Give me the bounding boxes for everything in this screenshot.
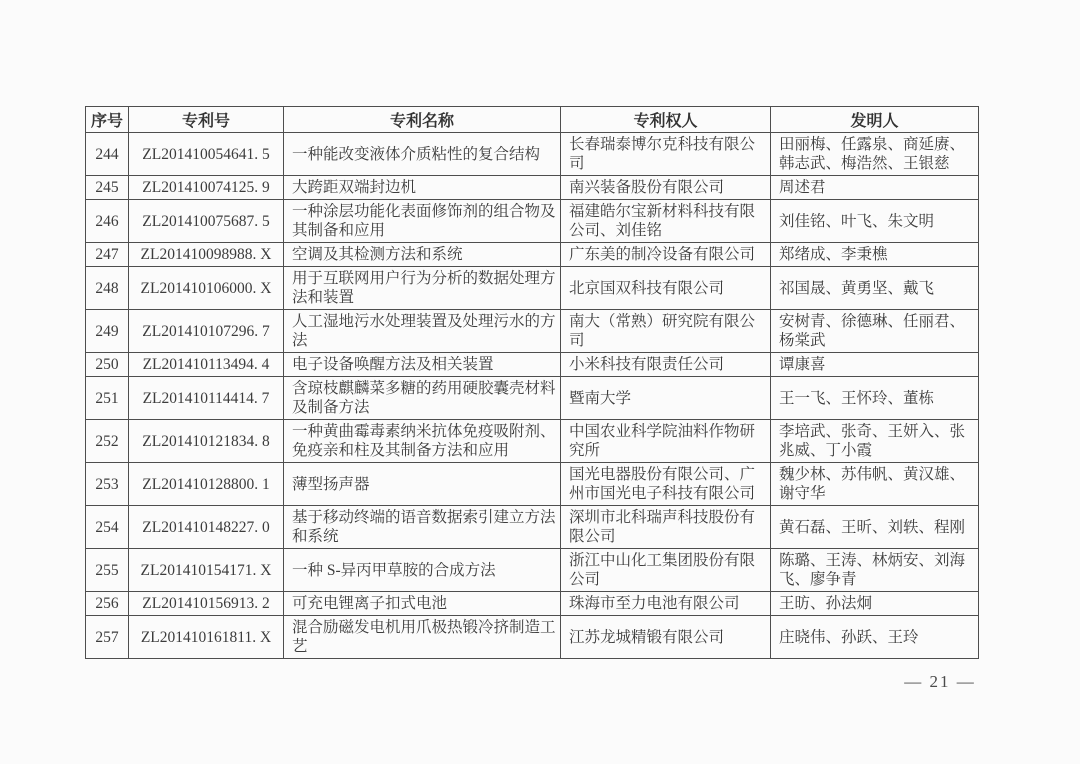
table-row [86,267,979,310]
cell-patent-name: 混合励磁发电机用爪极热锻冷挤制造工艺 [284,616,561,659]
page-number: — 21 — [904,672,976,691]
cell-inventors: 魏少林、苏伟帆、黄汉雄、谢守华 [771,463,979,506]
cell-patent-number: ZL201410075687. 5 [129,200,284,243]
table-row [86,133,979,176]
cell-assignee: 中国农业科学院油料作物研究所 [561,420,771,463]
table-row [86,549,979,592]
cell-assignee: 广东美的制冷设备有限公司 [561,243,771,267]
cell-patent-name: 含琼枝麒麟菜多糖的药用硬胶囊壳材料及制备方法 [284,377,561,420]
cell-patent-number: ZL201410156913. 2 [129,592,284,616]
cell-inventors: 周述君 [771,176,979,200]
cell-patent-number: ZL201410054641. 5 [129,133,284,176]
cell-assignee: 珠海市至力电池有限公司 [561,592,771,616]
cell-patent-name: 电子设备唤醒方法及相关装置 [284,353,561,377]
cell-inventors: 田丽梅、任露泉、商延赓、韩志武、梅浩然、王银慈 [771,133,979,176]
cell-patent-number: ZL201410113494. 4 [129,353,284,377]
cell-inventors: 刘佳铭、叶飞、朱文明 [771,200,979,243]
cell-inventors: 陈璐、王涛、林炳安、刘海飞、廖争青 [771,549,979,592]
cell-serial: 255 [86,549,129,592]
cell-patent-number: ZL201410098988. X [129,243,284,267]
cell-patent-name: 一种能改变液体介质粘性的复合结构 [284,133,561,176]
cell-patent-number: ZL201410121834. 8 [129,420,284,463]
cell-patent-number: ZL201410161811. X [129,616,284,659]
col-header-inventors: 发明人 [771,107,979,133]
cell-patent-number: ZL201410107296. 7 [129,310,284,353]
patent-table-body [86,133,979,659]
cell-patent-name: 人工湿地污水处理装置及处理污水的方法 [284,310,561,353]
cell-inventors: 王昉、孙法炯 [771,592,979,616]
col-header-patent-name: 专利名称 [284,107,561,133]
cell-assignee: 深圳市北科瑞声科技股份有限公司 [561,506,771,549]
cell-assignee: 浙江中山化工集团股份有限公司 [561,549,771,592]
cell-patent-name: 基于移动终端的语音数据索引建立方法和系统 [284,506,561,549]
patent-table [85,106,979,659]
cell-assignee: 南兴装备股份有限公司 [561,176,771,200]
cell-serial: 254 [86,506,129,549]
table-row [86,200,979,243]
cell-inventors: 郑绪成、李秉樵 [771,243,979,267]
table-row [86,420,979,463]
table-row [86,377,979,420]
cell-serial: 253 [86,463,129,506]
cell-patent-number: ZL201410148227. 0 [129,506,284,549]
cell-patent-number: ZL201410114414. 7 [129,377,284,420]
cell-patent-name: 一种黄曲霉毒素纳米抗体免疫吸附剂、免疫亲和柱及其制备方法和应用 [284,420,561,463]
cell-serial: 245 [86,176,129,200]
cell-patent-name: 一种涂层功能化表面修饰剂的组合物及其制备和应用 [284,200,561,243]
cell-serial: 256 [86,592,129,616]
cell-inventors: 王一飞、王怀玲、董栋 [771,377,979,420]
table-header-row [86,107,979,133]
cell-patent-name: 可充电锂离子扣式电池 [284,592,561,616]
cell-serial: 251 [86,377,129,420]
cell-patent-number: ZL201410106000. X [129,267,284,310]
table-row [86,506,979,549]
table-row [86,310,979,353]
col-header-patent-number: 专利号 [129,107,284,133]
cell-inventors: 李培武、张奇、王妍入、张兆威、丁小霞 [771,420,979,463]
cell-patent-number: ZL201410074125. 9 [129,176,284,200]
cell-patent-name: 一种 S-异丙甲草胺的合成方法 [284,549,561,592]
cell-inventors: 黄石磊、王昕、刘轶、程刚 [771,506,979,549]
cell-inventors: 谭康喜 [771,353,979,377]
cell-assignee: 福建皓尔宝新材料科技有限公司、刘佳铭 [561,200,771,243]
cell-patent-number: ZL201410128800. 1 [129,463,284,506]
cell-serial: 247 [86,243,129,267]
cell-serial: 248 [86,267,129,310]
cell-assignee: 南大（常熟）研究院有限公司 [561,310,771,353]
col-header-assignee: 专利权人 [561,107,771,133]
cell-assignee: 长春瑞泰博尔克科技有限公司 [561,133,771,176]
table-row [86,463,979,506]
table-row [86,592,979,616]
cell-assignee: 国光电器股份有限公司、广州市国光电子科技有限公司 [561,463,771,506]
cell-inventors: 安树青、徐德琳、任丽君、杨棠武 [771,310,979,353]
cell-patent-name: 大跨距双端封边机 [284,176,561,200]
cell-patent-name: 薄型扬声器 [284,463,561,506]
cell-patent-name: 空调及其检测方法和系统 [284,243,561,267]
cell-patent-name: 用于互联网用户行为分析的数据处理方法和装置 [284,267,561,310]
cell-serial: 244 [86,133,129,176]
table-row [86,353,979,377]
cell-serial: 249 [86,310,129,353]
cell-assignee: 暨南大学 [561,377,771,420]
cell-patent-number: ZL201410154171. X [129,549,284,592]
cell-assignee: 江苏龙城精锻有限公司 [561,616,771,659]
cell-serial: 252 [86,420,129,463]
cell-assignee: 小米科技有限责任公司 [561,353,771,377]
cell-serial: 246 [86,200,129,243]
cell-assignee: 北京国双科技有限公司 [561,267,771,310]
table-row [86,176,979,200]
table-row [86,616,979,659]
cell-inventors: 祁国晟、黄勇坚、戴飞 [771,267,979,310]
table-row [86,243,979,267]
cell-inventors: 庄晓伟、孙跃、王玲 [771,616,979,659]
col-header-serial: 序号 [86,107,129,133]
cell-serial: 250 [86,353,129,377]
cell-serial: 257 [86,616,129,659]
